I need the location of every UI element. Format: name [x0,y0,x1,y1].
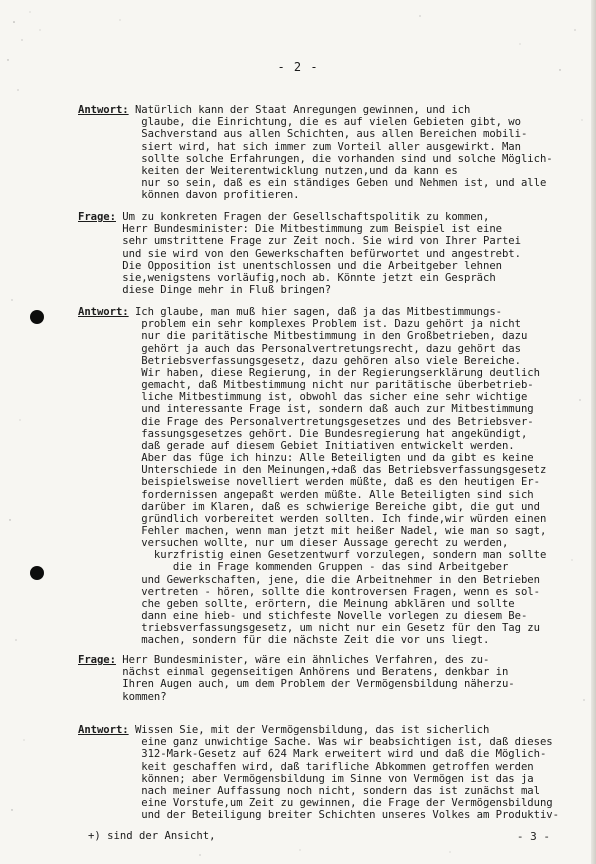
text-line: können; aber Vermögensbildung im Sinne von Vermögen ist das ja [78,772,534,785]
text-line: versuchen wollte, nur um dieser Aussage gerecht zu werden, [78,537,509,550]
text-line: und der Beteiligung breiter Schichten unseres Volkes am Produktiv- [78,809,559,822]
text-line: liche Mitbestimmung ist, obwohl das sicher eine sehr wichtige [78,391,528,404]
text-line: können davon profitieren. [78,189,300,202]
text-line: nur die paritätische Mitbestimmung in den Großbetrieben, dazu [78,330,528,343]
text-line: vertreten - hören, sollte die kontroversen Fragen, wenn es sol- [78,585,540,598]
text-line: nur so sein, daß es ein ständiges Geben und Nehmen ist, und alle [78,177,547,190]
text-line: keiten der Weiterentwicklung nutzen,und da kann es [78,164,458,177]
text-line: sollte solche Erfahrungen, die vorhanden sind und solche Möglich- [78,152,553,165]
speaker-label: Antwort: [78,724,129,737]
text-line: Ich glaube, man muß hier sagen, daß ja das Mitbestimmungs- [128,306,502,319]
text-line: und interessante Frage ist, sondern daß auch zur Mitbestimmung [78,403,534,416]
text-line: Die Opposition ist unentschlossen und die Arbeitgeber lehnen [78,259,502,272]
text-line: darüber im Klaren, daß es schwierige Bereiche gibt, die gut und [78,500,540,513]
answer-block [78,712,578,821]
speaker-label: Antwort: [78,306,129,319]
speaker-label: Frage: [78,654,116,667]
text-line: und sie wird von den Gewerkschaften befürwortet und angestrebt. [78,247,521,260]
text-line: Um zu konkreten Fragen der Gesellschaftspolitik zu kommen, [115,211,490,224]
text-line: machen, sondern für die nächste Zeit die vor uns liegt. [78,634,490,647]
question-block [78,199,578,296]
text-line: triebsverfassungsgesetz, um nicht nur ein Gesetz für den Tag zu [78,622,540,635]
text-line: Wissen Sie, mit der Vermögensbildung, das ist sicherlich [128,724,490,737]
text-line: nächst einmal gegenseitigen Anhörens und Beratens, denkbar in [78,666,509,679]
footnote: +) sind der Ansicht, [88,830,216,842]
text-line: gehört ja auch das Personalvertretungsrecht, dazu gehört das [78,342,521,355]
text-line: Ihren Augen auch, um dem Problem der Vermögensbildung näherzu- [78,678,515,691]
next-page-marker: - 3 - [516,830,550,843]
text-line: nach meiner Auffassung noch nicht, sondern das ist zunächst mal [78,784,540,797]
text-line: keit geschaffen wird, daß tarifliche Abkommen getroffen werden [78,760,534,773]
text-line: sehr umstrittene Frage zur Zeit noch. Sie wird von Ihrer Partei [78,235,521,248]
text-line: Herr Bundesminister, wäre ein ähnliches Verfahren, des zu- [115,654,490,667]
text-line: eine Vorstufe,um Zeit zu gewinnen, die Frage der Vermögensbildung [78,797,553,810]
text-line: kommen? [78,690,167,703]
text-line: Wir haben, diese Regierung, in der Regierungserklärung deutlich [78,366,540,379]
punch-hole-bottom [30,566,44,580]
question-block [78,642,578,703]
text-line: che geben sollte, erörtern, die Meinung abklären und sollte [78,597,515,610]
text-line: kurzfristig einen Gesetzentwurf vorzulegen, sondern man sollte [78,549,547,562]
answer-block [78,294,578,647]
text-line: daß gerade auf diesem Gebiet Initiativen entwickelt werden. [78,439,515,452]
text-line: gründlich vorbereitet werden sollten. Ich finde,wir würden einen [78,512,547,525]
answer-block [78,92,578,201]
text-line: fassungsgesetzes gehört. Die Bundesregierung hat angekündigt, [78,427,528,440]
text-line: dann eine hieb- und stichfeste Novelle vorlegen zu diesem Be- [78,610,528,623]
speaker-label: Frage: [78,211,116,224]
text-line: gemacht, daß Mitbestimmung nicht nur paritätische überbetrieb- [78,379,534,392]
page-number: - 2 - [277,60,319,74]
text-line: Fehler machen, wenn man jetzt mit heißer Nadel, wie man so sagt, [78,524,547,537]
text-line: die Frage des Personalvertretungsgesetzes und des Betriebsver- [78,415,534,428]
text-line: siert wird, hat sich immer zum Vorteil aller ausgewirkt. Man [78,140,521,153]
text-line: Natürlich kann der Staat Anregungen gewinnen, und ich [128,104,471,117]
text-line: Betriebsverfassungsgesetz, dazu gehören also viele Bereiche. [78,354,521,367]
text-line: Aber das füge ich hinzu: Alle Beteiligten und da gibt es keine [78,452,534,465]
text-line: sie,wenigstens vorläufig,noch ab. Könnte jetzt ein Gespräch [78,271,496,284]
text-line: diese Dinge mehr in Fluß bringen? [78,284,332,297]
text-line: problem ein sehr komplexes Problem ist. Dazu gehört ja nicht [78,318,521,331]
speaker-label: Antwort: [78,104,129,117]
text-line: 312-Mark-Gesetz auf 624 Mark erweitert wird und daß die Möglich- [78,748,547,761]
text-line: die in Frage kommenden Gruppen - das sind Arbeitgeber [78,561,509,574]
page-edge-shadow [591,0,596,864]
text-line: Sachverstand aus allen Schichten, aus allen Bereichen mobili- [78,128,528,141]
text-line: fordernissen angepaßt werden müßte. Alle Beteiligten sind sich [78,488,534,501]
text-line: eine ganz unwichtige Sache. Was wir beabsichtigen ist, daß dieses [78,736,553,749]
text-line: Unterschiede in den Meinungen,+daß das Betriebsverfassungsgesetz [78,464,547,477]
punch-hole-top [30,310,44,324]
text-line: Herr Bundesminister: Die Mitbestimmung zum Beispiel ist eine [78,223,502,236]
text-line: beispielsweise novelliert werden müßte, daß es den heutigen Er- [78,476,540,489]
text-line: und Gewerkschaften, jene, die die Arbeitnehmer in den Betrieben [78,573,540,586]
text-line: glaube, die Einrichtung, die es auf vielen Gebieten gibt, wo [78,116,521,129]
